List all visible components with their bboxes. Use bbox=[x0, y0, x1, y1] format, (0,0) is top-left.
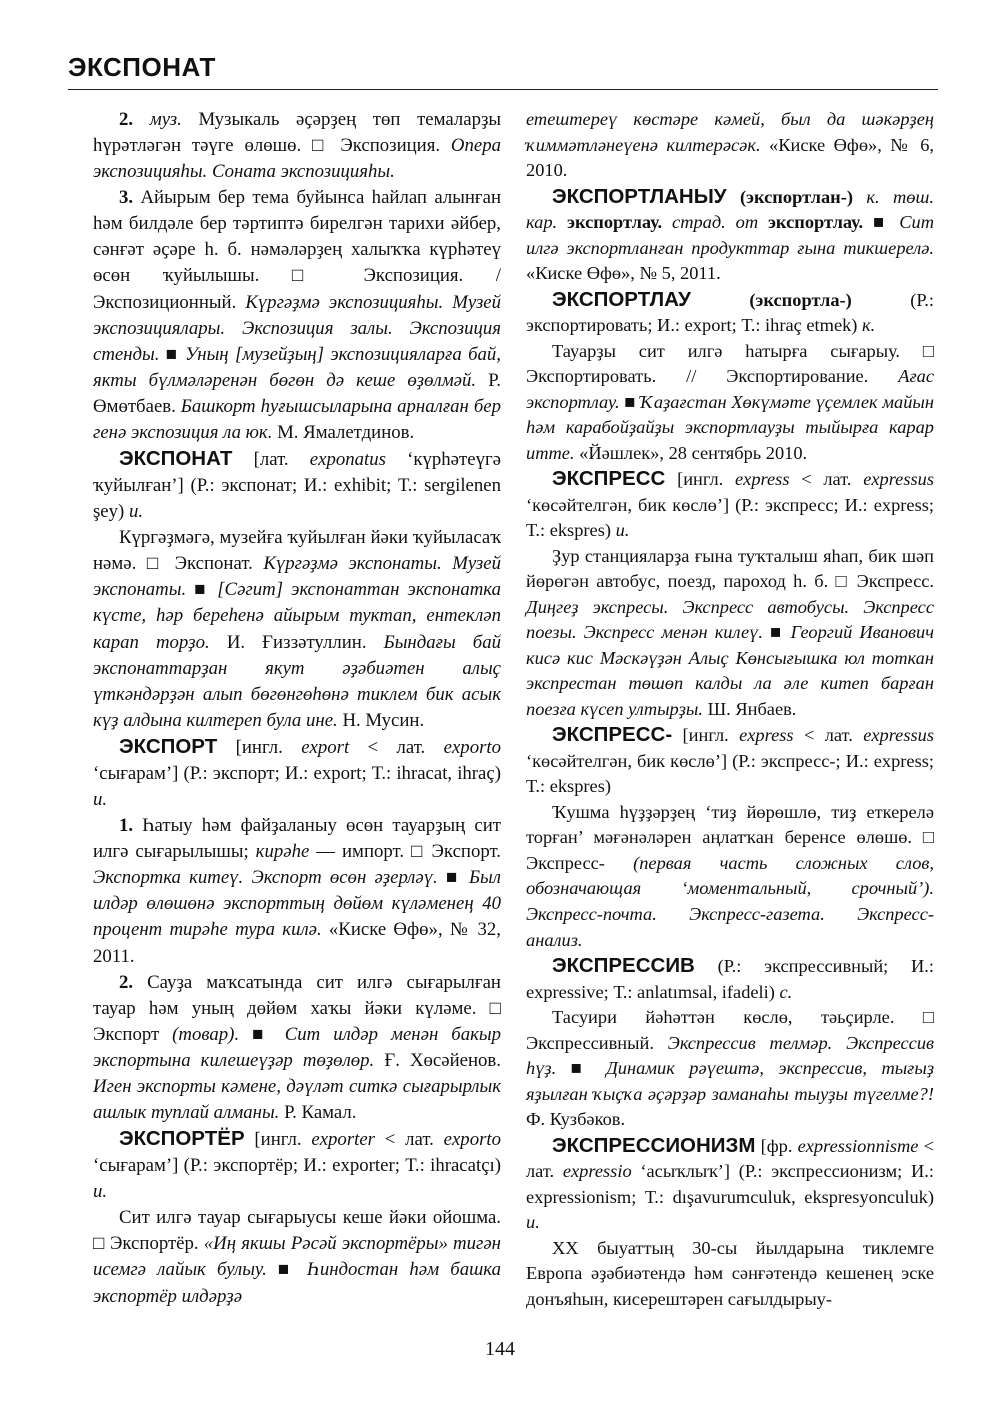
header-title: ЭКСПОНАТ bbox=[68, 52, 216, 82]
dictionary-paragraph: ЭКСПРЕССИВ (Р.: экспрессивный; И.: expressive; Т.: anlatımsal, ifadeli) с. bbox=[526, 954, 934, 1002]
dictionary-paragraph: 2. муз. Музыкаль әҫәрҙең төп темаларҙы һүрәтләгән тәүге өлөшө. □ Экспозиция. Опера экспозицияһы. Соната экспозицияһы. bbox=[93, 109, 502, 183]
dictionary-paragraph: ЭКСПРЕСС [ингл. express < лат. expressus ‘көсәйтелгән, бик көслө’] (Р.: экспресс; И.: express; Т.: ekspres) и. bbox=[526, 467, 935, 541]
dictionary-paragraph: етештереү көстәре кәмей, был да шәкәрҙең ҡиммәтләнеүенә килтерәсәк. «Киске Өфө», № 6, 2010. bbox=[526, 109, 934, 181]
dictionary-paragraph: Сит илгә тауар сығарыусы кеше йәки ойошма. □ Экспортёр. «Иң якшы Рәсәй экспортёры» тигән исемгә лайык булыу. ■ Һиндостан һәм башка экспортёр илдәрҙә bbox=[93, 1207, 501, 1307]
right-column bbox=[526, 107, 934, 1312]
left-column bbox=[93, 107, 501, 1310]
dictionary-paragraph: ЭКСПОРТЁР [ингл. exporter < лат. exporto ‘сығарам’] (Р.: экспортёр; И.: exporter; Т.: ihracatçı) и. bbox=[93, 1127, 501, 1203]
dictionary-paragraph: Ҡушма һүҙҙәрҙең ‘тиҙ йөрөшлө, тиҙ еткерелә торған’ мәғәнәләрен аңлатҡан беренсе өлөшө. □ Экспресс- (первая часть сложных слов, обозначающая ‘моментальный, срочный’). Экспресс-почта. Экспресс-газета. Экспресс-анализ. bbox=[526, 801, 934, 950]
dictionary-paragraph: 3. Айырым бер тема буйынса һайлап алынған һәм билдәле бер тәртиптә бирелгән тарихи әйбер, сәнғәт әҫәре һ. б. нәмәләрҙең халыҡҡа күрһәтеү өсөн ҡуйылышы. □ Экспозиция. / Экспозиционный. Күргәҙмә экспозицияһы. Музей экспозициялары. Экспозиция залы. Экспозиция стенды. ■ Уның [музейҙың] экспозицияларға бай, якты бүлмәләренән бөгөн дә кеше өҙөлмәй. Р. Өмөтбаев. Башкорт һуғышсыларына арналған бер генә экспозиция ла юк. М. Ямалетдинов. bbox=[93, 187, 501, 443]
dictionary-paragraph: ЭКСПОНАТ [лат. exponatus ‘күрһәтеүгә ҡуйылған’] (Р.: экспонат; И.: exhibit; Т.: sergilenen şey) и. bbox=[93, 447, 501, 523]
dictionary-paragraph: Ҙур станцияларҙа ғына туҡталыш яһап, бик шәп йөрөгән автобус, поезд, пароход һ. б. □ Экспресс. Диңгеҙ экспресы. Экспресс автобусы. Экспресс поезы. Экспресс менән килеү. ■ Георгий Иванович кисә кис Мәскәүҙән Алыҫ Көнсығышка юл тоткан экспрестан төшөп калды ла әле китеп барған поезға күсеп ултырҙы. Ш. Янбаев. bbox=[526, 545, 934, 719]
dictionary-paragraph: Күргәҙмәгә, музейға ҡуйылған йәки ҡуйыласаҡ нәмә. □ Экспонат. Күргәҙмә экспонаты. Музей экспонаты. ■ [Сәгит] экспонаттан экспонатка күсте, һәр береһенә айырым туктап, ентекләп карап торҙо. И. Ғиззәтуллин. Бындағы бай экспонаттарҙан якут әҙәбиәтен алыҫ үткәндәрҙән алып бөгөнгөһөнә тиклем бик асык күҙ алдына килтереп була ине. Н. Мусин. bbox=[93, 527, 501, 731]
running-header bbox=[68, 52, 938, 90]
dictionary-paragraph: ЭКСПОРТЛАНЫУ (экспортлан-) к. төш. кар. экспортлау. страд. от экспортлау. ■ Сит илгә экспортланған продукттар ғына тикшерелә. «Киске Өфө», № 5, 2011. bbox=[526, 184, 934, 284]
dictionary-paragraph: ЭКСПОРТЛАУ (экспортла-) (Р.: экспортировать; И.: export; Т.: ihraç etmek) к. bbox=[526, 287, 934, 336]
dictionary-paragraph: ЭКСПОРТ [ингл. export < лат. exporto ‘сығарам’] (Р.: экспорт; И.: export; Т.: ihracat, ihraç) и. bbox=[93, 734, 501, 811]
dictionary-paragraph: ЭКСПРЕСС- [ингл. express < лат. expressus ‘көсәйтелгән, бик көслө’] (Р.: экспресс-; И.: express; Т.: ekspres) bbox=[526, 723, 935, 797]
dictionary-paragraph: Тауарҙы сит илгә һатырға сығарыу. □ Экспортировать. // Экспортирование. Ағас экспортлау. ■ Ҡаҙағстан Хөкүмәте үҫемлек майын һәм карабойҙайҙы экспортлауҙы тыйырға карар итте. «Йәшлек», 28 сентябрь 2010. bbox=[526, 340, 934, 463]
dictionary-paragraph: XX быуаттың 30-сы йылдарына тиклемге Европа әҙәбиәтендә һәм сәнғәтендә кешенең эске донъяһын, кисерештәрен сағылдырыу- bbox=[526, 1237, 934, 1309]
dictionary-paragraph: 1. Һатыу һәм файҙаланыу өсөн тауарҙың сит илгә сығарылышы; кирәһе — импорт. □ Экспорт. Экспортка китеү. Экспорт өсөн әҙерләү. ■ Был илдәр өлөшөнә экспорттың дөйөм күләменең 40 процент тирәһе тура килә. «Киске Өфө», № 32, 2011. bbox=[93, 815, 501, 967]
dictionary-paragraph: Тасуири йәһәттән көслө, тәьҫирле. □ Экспрессивный. Экспрессив телмәр. Экспрессив һүҙ. ■ Динамик рәүештә, экспрессив, тығыҙ яҙылған ҡыҫҡа әҫәрҙәр заманаһы тыуҙы түгелме?! Ф. Кузбәков. bbox=[526, 1007, 935, 1130]
page-number: 144 bbox=[485, 1338, 515, 1360]
dictionary-paragraph: 2. Сауҙа маҡсатында сит илгә сығарылған тауар һәм уның дөйөм хаҡы йәки күләме. □ Экспорт (товар). ■ Сит илдәр менән бакыр экспортына килешеүҙәр төҙөлөр. Ғ. Хөсәйенов. Иген экспорты кәмене, дәүләт ситкә сығарырлык ашлык туплай алманы. Р. Камал. bbox=[93, 971, 501, 1123]
dictionary-paragraph: ЭКСПРЕССИОНИЗМ [фр. expressionnisme < лат. expressio ‘асыҡлыҡ’] (Р.: экспрессионизм; И.: expressionism; Т.: dışavurumculuk, ekspresyonculuk) и. bbox=[526, 1133, 934, 1233]
